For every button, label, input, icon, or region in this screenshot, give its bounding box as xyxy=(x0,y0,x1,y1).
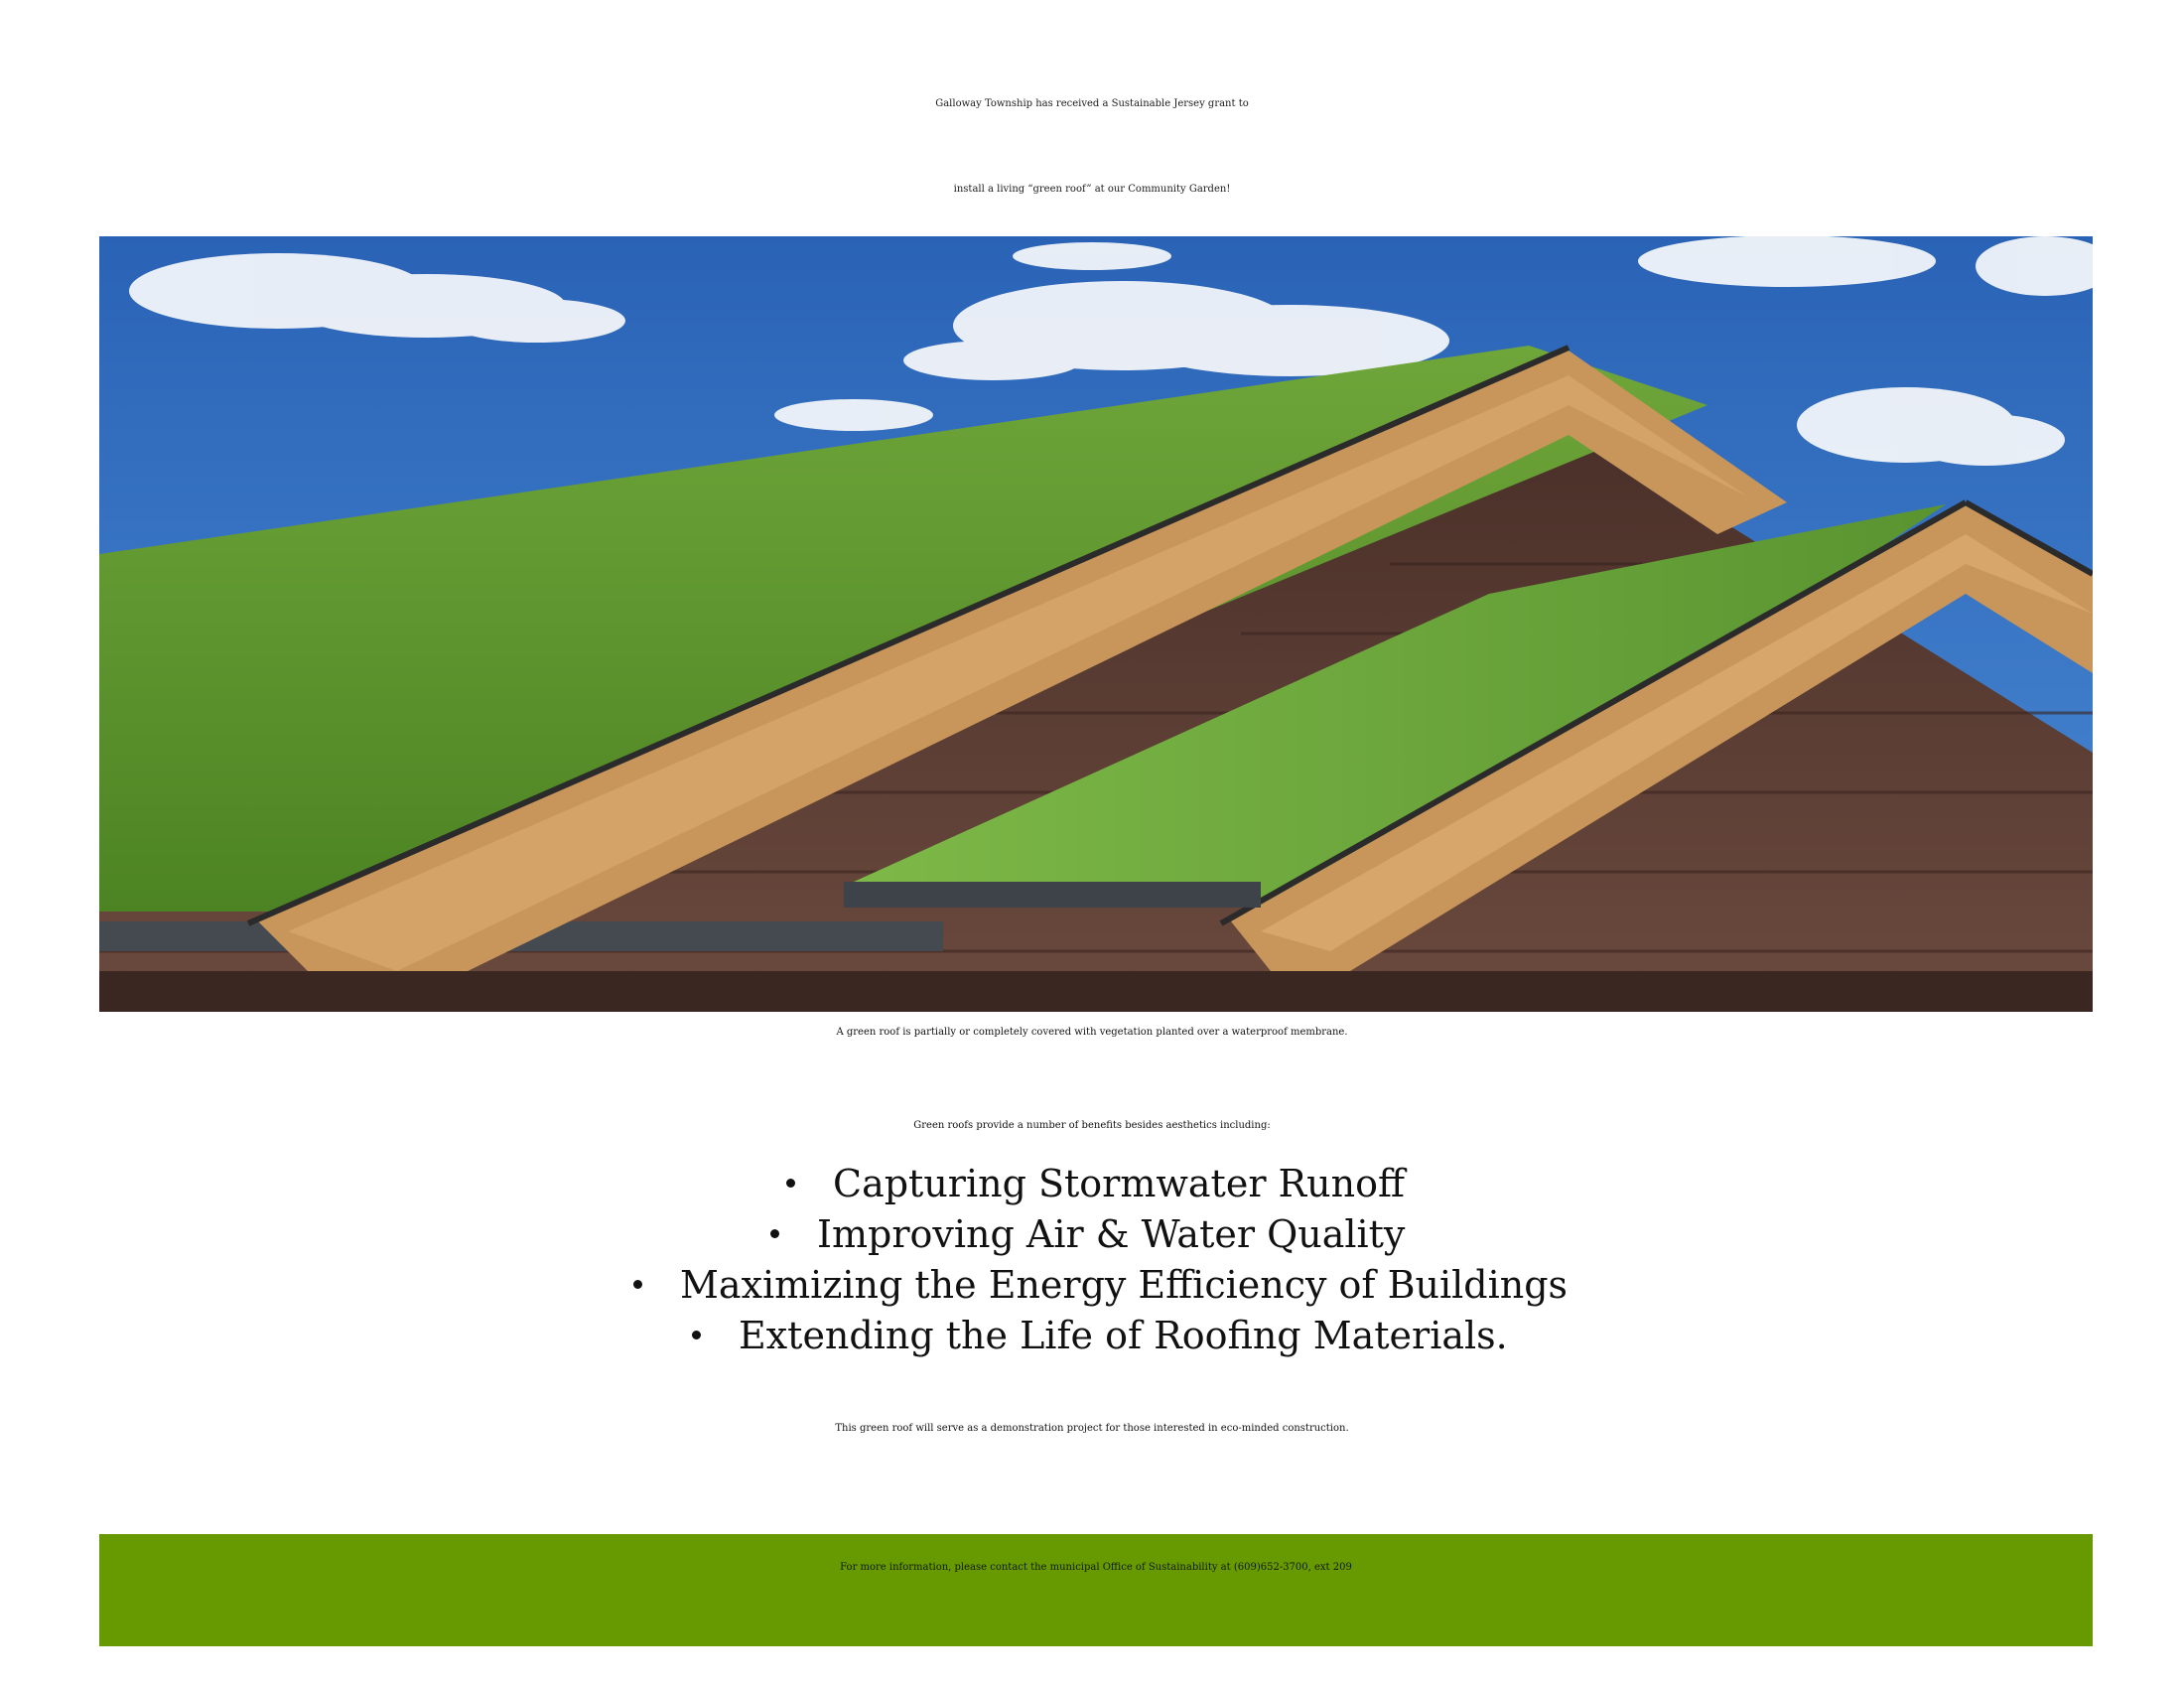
headline-line-1: Galloway Township has received a Sustainable Jersey grant to xyxy=(935,98,1249,109)
list-item: Improving Air & Water Quality xyxy=(770,1212,1405,1256)
headline xyxy=(0,62,2184,232)
green-roof-photo xyxy=(99,236,2093,1012)
headline-line-2: install a living “green roof” at our Community Garden! xyxy=(953,184,1231,195)
benefits-intro: Green roofs provide a number of benefits besides aesthetics including: xyxy=(913,1120,1271,1131)
demonstration-text: This green roof will serve as a demonstration project for those interested in eco-minded construction. xyxy=(835,1423,1349,1434)
list-item: Capturing Stormwater Runoff xyxy=(786,1162,1405,1205)
definition-text: A green roof is partially or completely covered with vegetation planted over a waterproof membrane. xyxy=(836,1027,1348,1038)
list-item: Extending the Life of Roofing Materials. xyxy=(692,1314,1508,1357)
contact-banner xyxy=(99,1534,2093,1646)
bullet-icon xyxy=(786,1179,795,1188)
list-item: Maximizing the Energy Efficiency of Buildings xyxy=(633,1263,1568,1307)
contact-text: For more information, please contact the municipal Office of Sustainability at (609)652-3700, ext 209 xyxy=(840,1562,1352,1573)
bullet-icon xyxy=(770,1229,779,1238)
bullet-icon xyxy=(633,1280,642,1289)
bullet-icon xyxy=(692,1331,701,1339)
